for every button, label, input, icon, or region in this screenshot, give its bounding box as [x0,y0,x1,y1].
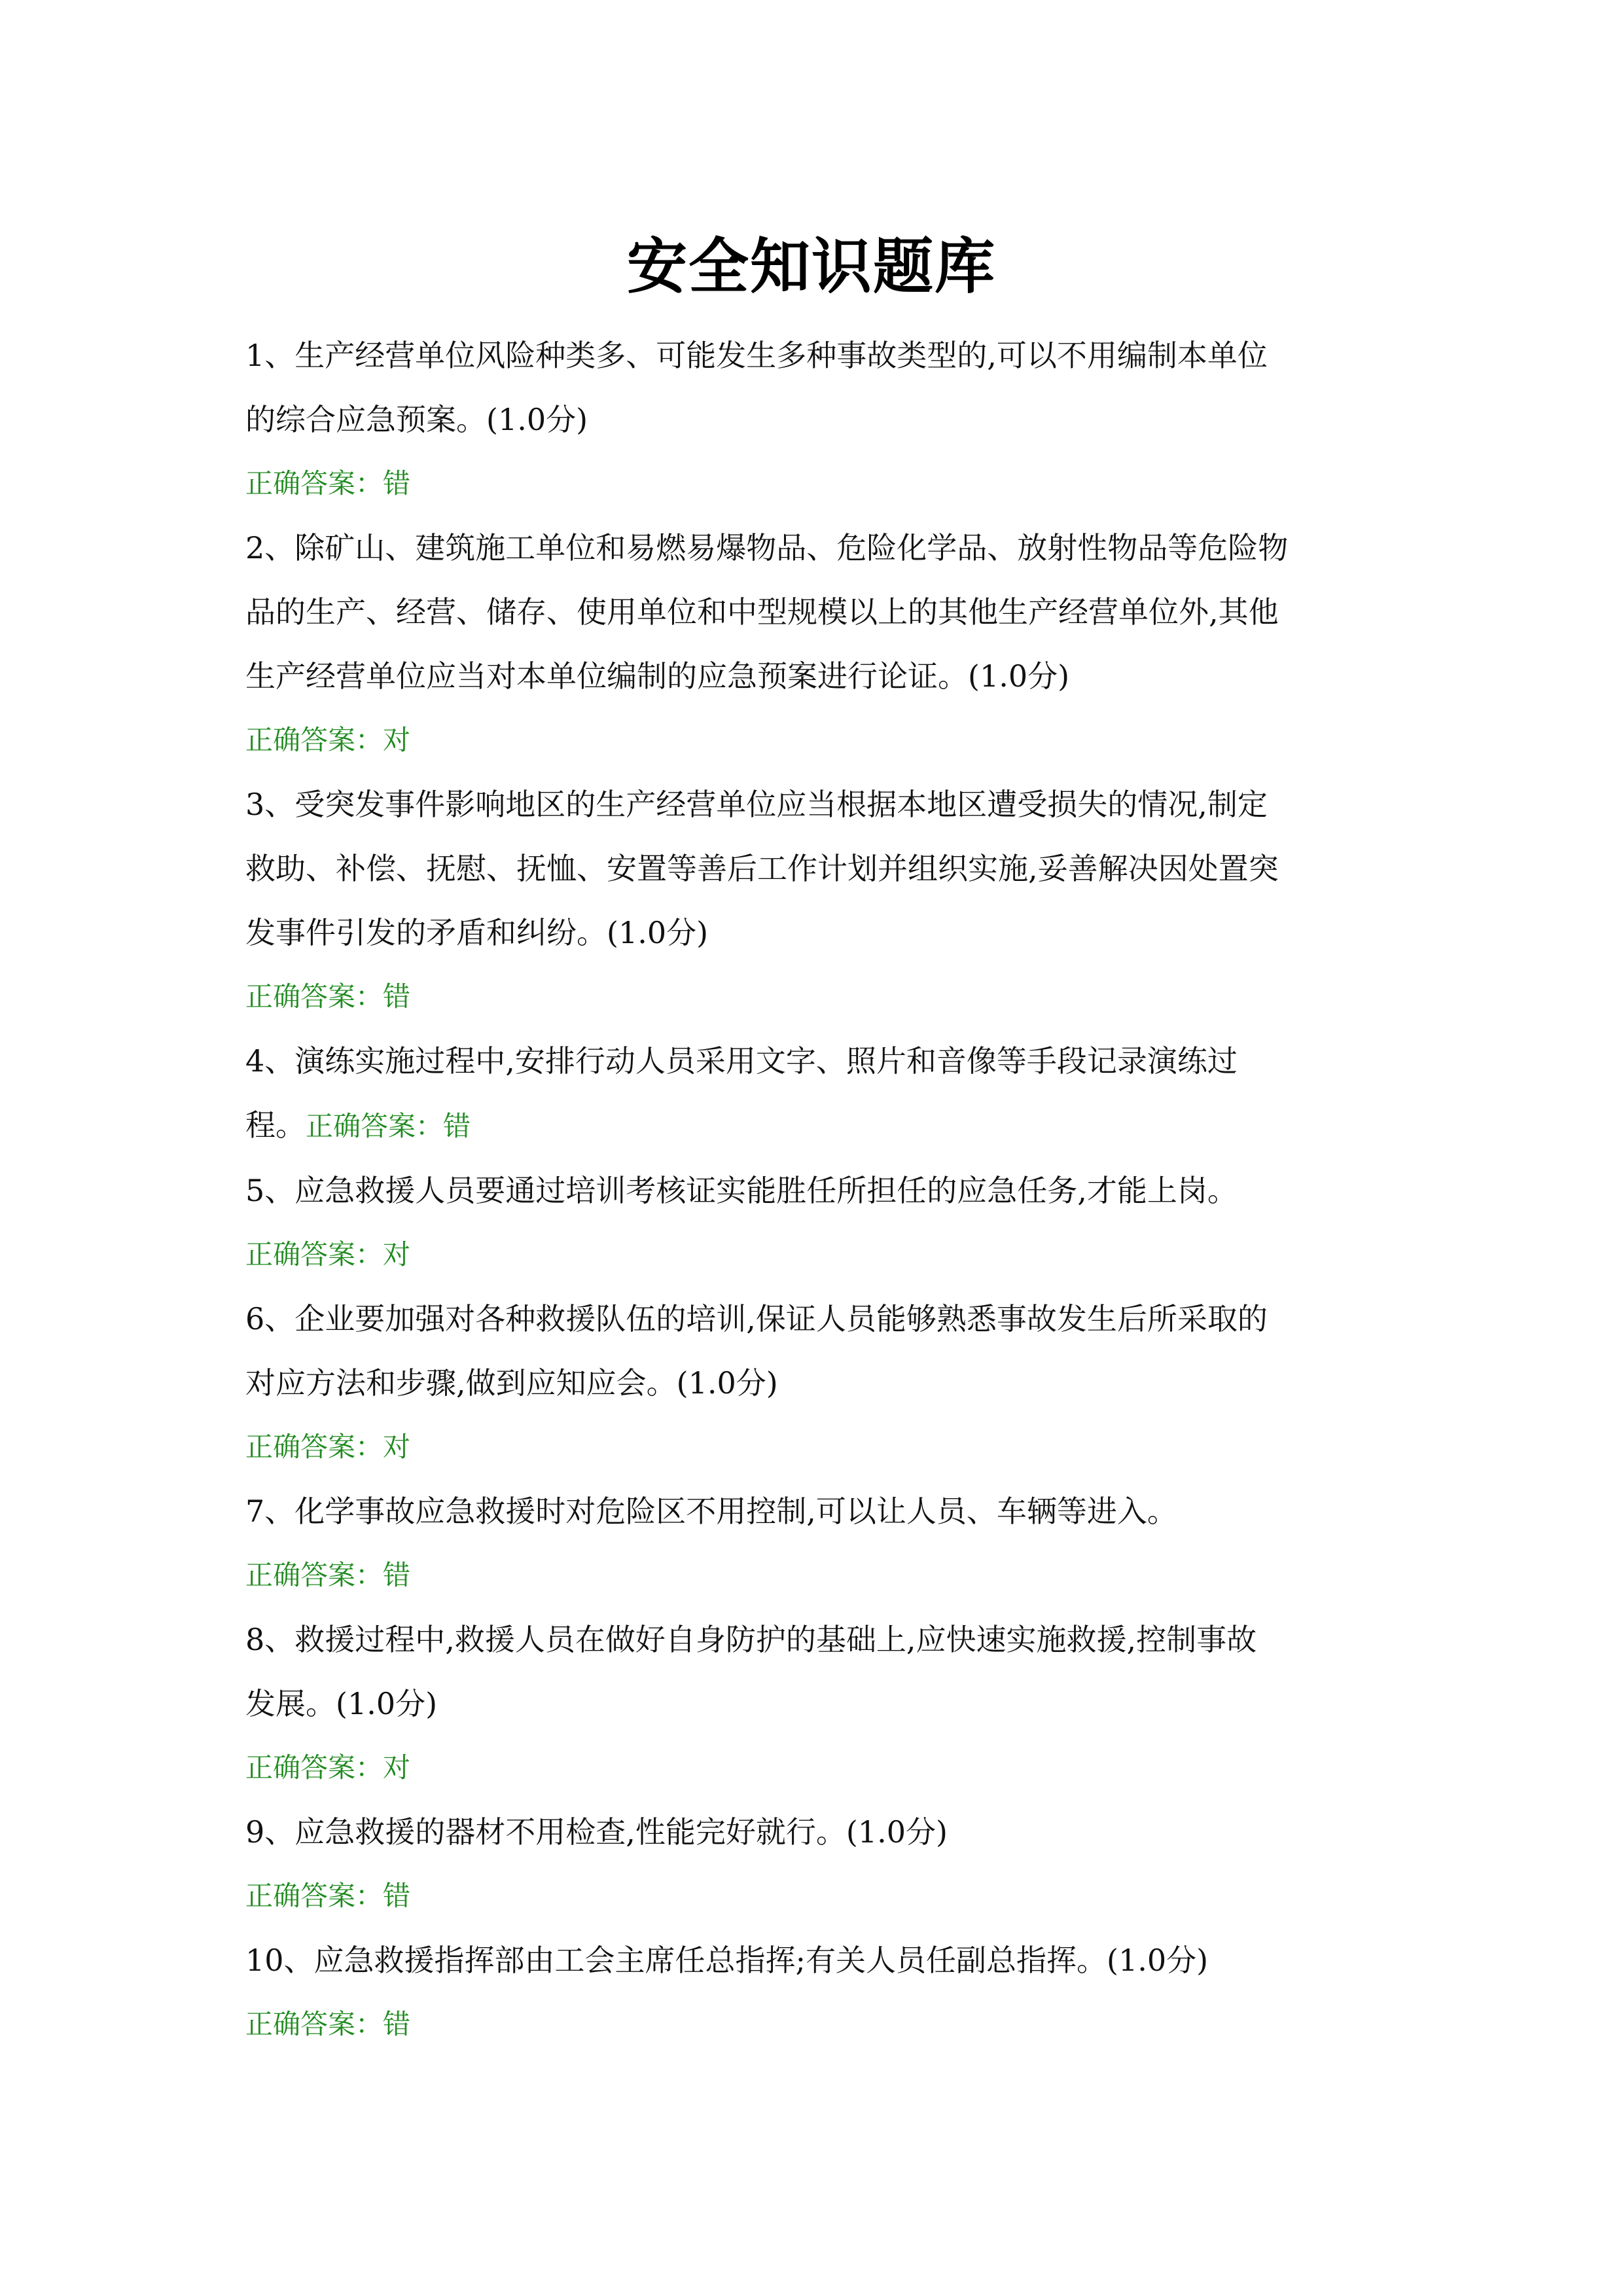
question-text-line: 品的生产、经营、储存、使用单位和中型规模以上的其他生产经营单位外,其他 [245,594,1279,630]
question-item [245,1928,1397,2056]
question-text-line: 生产经营单位应当对本单位编制的应急预案进行论证。(1.0分) [245,658,1070,694]
correct-answer: 正确答案：对 [245,724,411,756]
question-text-line: 对应方法和步骤,做到应知应会。(1.0分) [245,1365,778,1401]
correct-answer: 正确答案：对 [245,1751,411,1784]
correct-answer: 正确答案：对 [245,1238,411,1270]
question-text-line [245,1093,1397,1158]
question-item [245,516,1397,772]
correct-answer: 正确答案：对 [245,1431,411,1463]
question-text-line: 的综合应急预案。(1.0分) [245,402,588,437]
question-text-line: 8、救援过程中,救援人员在做好自身防护的基础上,应快速实施救援,控制事故 [245,1622,1257,1657]
correct-answer: 正确答案：错 [245,2008,411,2040]
question-text-line: 发事件引发的矛盾和纠纷。(1.0分) [245,915,709,950]
correct-answer: 正确答案：错 [245,467,411,499]
question-item [245,1158,1397,1287]
question-list [245,323,1397,2056]
question-item [245,323,1397,516]
question-text-line: 5、应急救援人员要通过培训考核证实能胜任所担任的应急任务,才能上岗。 [245,1173,1238,1208]
question-item [245,1479,1397,1607]
question-item [245,1287,1397,1479]
question-text-line: 7、化学事故应急救援时对危险区不用控制,可以让人员、车辆等进入。 [245,1494,1177,1529]
question-text-line: 9、应急救援的器材不用检查,性能完好就行。(1.0分) [245,1814,948,1850]
question-text-line: 救助、补偿、抚慰、抚恤、安置等善后工作计划并组织实施,妥善解决因处置突 [245,851,1279,886]
correct-answer: 正确答案：错 [245,1880,411,1912]
question-text-line: 3、受突发事件影响地区的生产经营单位应当根据本地区遭受损失的情况,制定 [245,787,1268,822]
question-text-line: 1、生产经营单位风险种类多、可能发生多种事故类型的,可以不用编制本单位 [245,338,1268,373]
correct-answer: 正确答案：错 [245,1559,411,1591]
correct-answer: 正确答案：错 [306,1110,471,1142]
correct-answer: 正确答案：错 [245,980,411,1013]
question-text-line: 2、除矿山、建筑施工单位和易燃易爆物品、危险化学品、放射性物品等危险物 [245,530,1289,565]
question-item [245,772,1397,1029]
question-item [245,1800,1397,1928]
question-text-line: 发展。(1.0分) [245,1686,438,1721]
question-text-fragment: 程。 [245,1107,306,1143]
question-text-line: 4、演练实施过程中,安排行动人员采用文字、照片和音像等手段记录演练过 [245,1043,1238,1079]
question-item [245,1607,1397,1800]
question-text-line: 10、应急救援指挥部由工会主席任总指挥;有关人员任副总指挥。(1.0分) [245,1943,1209,1978]
page-title: 安全知识题库 [626,232,996,302]
question-text-line: 6、企业要加强对各种救援队伍的培训,保证人员能够熟悉事故发生后所采取的 [245,1301,1268,1336]
question-item [245,1029,1397,1158]
